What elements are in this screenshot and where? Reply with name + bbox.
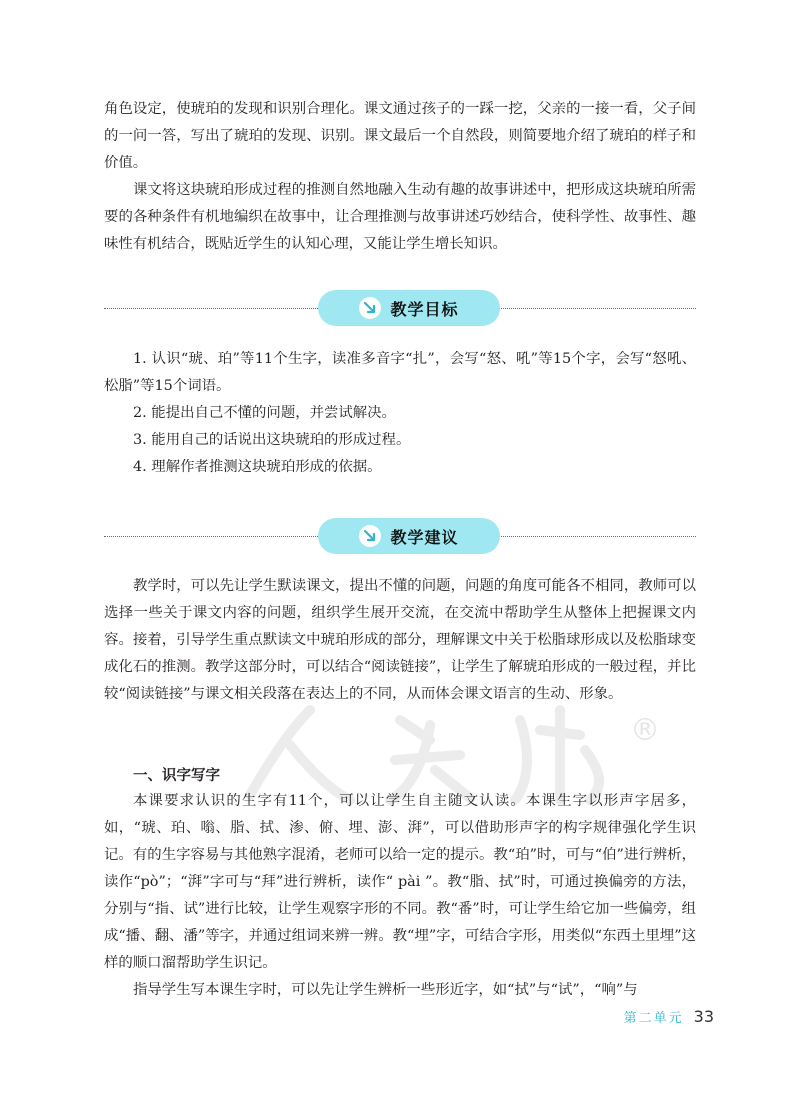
section-header-goals — [104, 290, 696, 326]
section-title: 教学目标 — [390, 299, 459, 319]
suggestions-paragraph: 教学时，可以先让学生默读课文，提出不懂的问题，问题的角度可能各不相同，教师可以选择一些关于课文内容的问题，组织学生展开交流，在交流中帮助学生从整体上把握课文内容。接着，引导学生重点默读文中琥珀形成的部分，理解课文中关于松脂球形成以及松脂球变成化石的推测。教学这部分时，可以结合“阅读链接”，让学生了解琥珀形成的一般过程，并比较“阅读链接”与课文相关段落在表达上的不同，从而体会课文语言的生动、形象。 — [104, 578, 696, 702]
intro-paragraph-1: 角色设定，使琥珀的发现和识别合理化。课文通过孩子的一踩一挖，父亲的一接一看，父子间的一问一答，写出了琥珀的发现、识别。课文最后一个自然段，则简要地介绍了琥珀的样子和价值。 — [104, 101, 696, 171]
literacy-paragraph-1: 本课要求认识的生字有11个，可以让学生自主随文认读。本课生字以形声字居多，如，“琥、珀、嗡、脂、拭、渗、俯、埋、澎、湃”，可以借助形声字的构字规律强化学生识记。有的生字容易与其他熟字混淆，老师可以给一定的提示。教“珀”时，可与“伯”进行辨析，读作“pò”；“湃”字可与“拜”进行辨析，读作“ pài ”。教“脂、拭”时，可通过换偏旁的方法，分别与“指、试”进行比较，让学生观察字形的不同。教“番”时，可让学生给它加一些偏旁，组成“播、翻、潘”等字，并通过组词来辨一辨。教“埋”字，可结合字形，用类似“东西土里埋”这样的顺口溜帮助学生识记。 — [104, 793, 696, 971]
section-pill — [318, 518, 500, 554]
goal-item: 3. 能用自己的话说出这块琥珀的形成过程。 — [133, 432, 411, 448]
section-title: 教学建议 — [390, 527, 459, 547]
literacy-paragraph-2: 指导学生写本课生字时，可以先让学生辨析一些形近字，如“拭”与“试”，“响”与 — [133, 982, 638, 998]
registered-mark: ® — [630, 713, 660, 748]
page-number: 33 — [693, 1007, 714, 1026]
section-pill — [318, 290, 500, 326]
subsection-heading: 一、识字写字 — [133, 768, 220, 784]
arrow-icon — [359, 525, 381, 547]
intro-paragraph-2: 课文将这块琥珀形成过程的推测自然地融入生动有趣的故事讲述中，把形成这块琥珀所需要的各种条件有机地编织在故事中，让合理推测与故事讲述巧妙结合，使科学性、故事性、趣味性有机结合，既贴近学生的认知心理，又能让学生增长知识。 — [104, 182, 696, 252]
goal-item: 1. 认识“琥、珀”等11个生字，读准多音字“扎”，会写“怒、吼”等15个字，会写“怒吼、松脂”等15个词语。 — [104, 351, 696, 394]
arrow-icon — [359, 297, 381, 319]
section-header-suggestions — [104, 518, 696, 554]
unit-label: 第二单元 — [623, 1011, 684, 1026]
goal-item: 4. 理解作者推测这块琥珀形成的依据。 — [133, 459, 382, 475]
goal-item: 2. 能提出自己不懂的问题，并尝试解决。 — [133, 405, 396, 421]
page-footer — [624, 1007, 714, 1026]
goals-list — [104, 346, 696, 481]
